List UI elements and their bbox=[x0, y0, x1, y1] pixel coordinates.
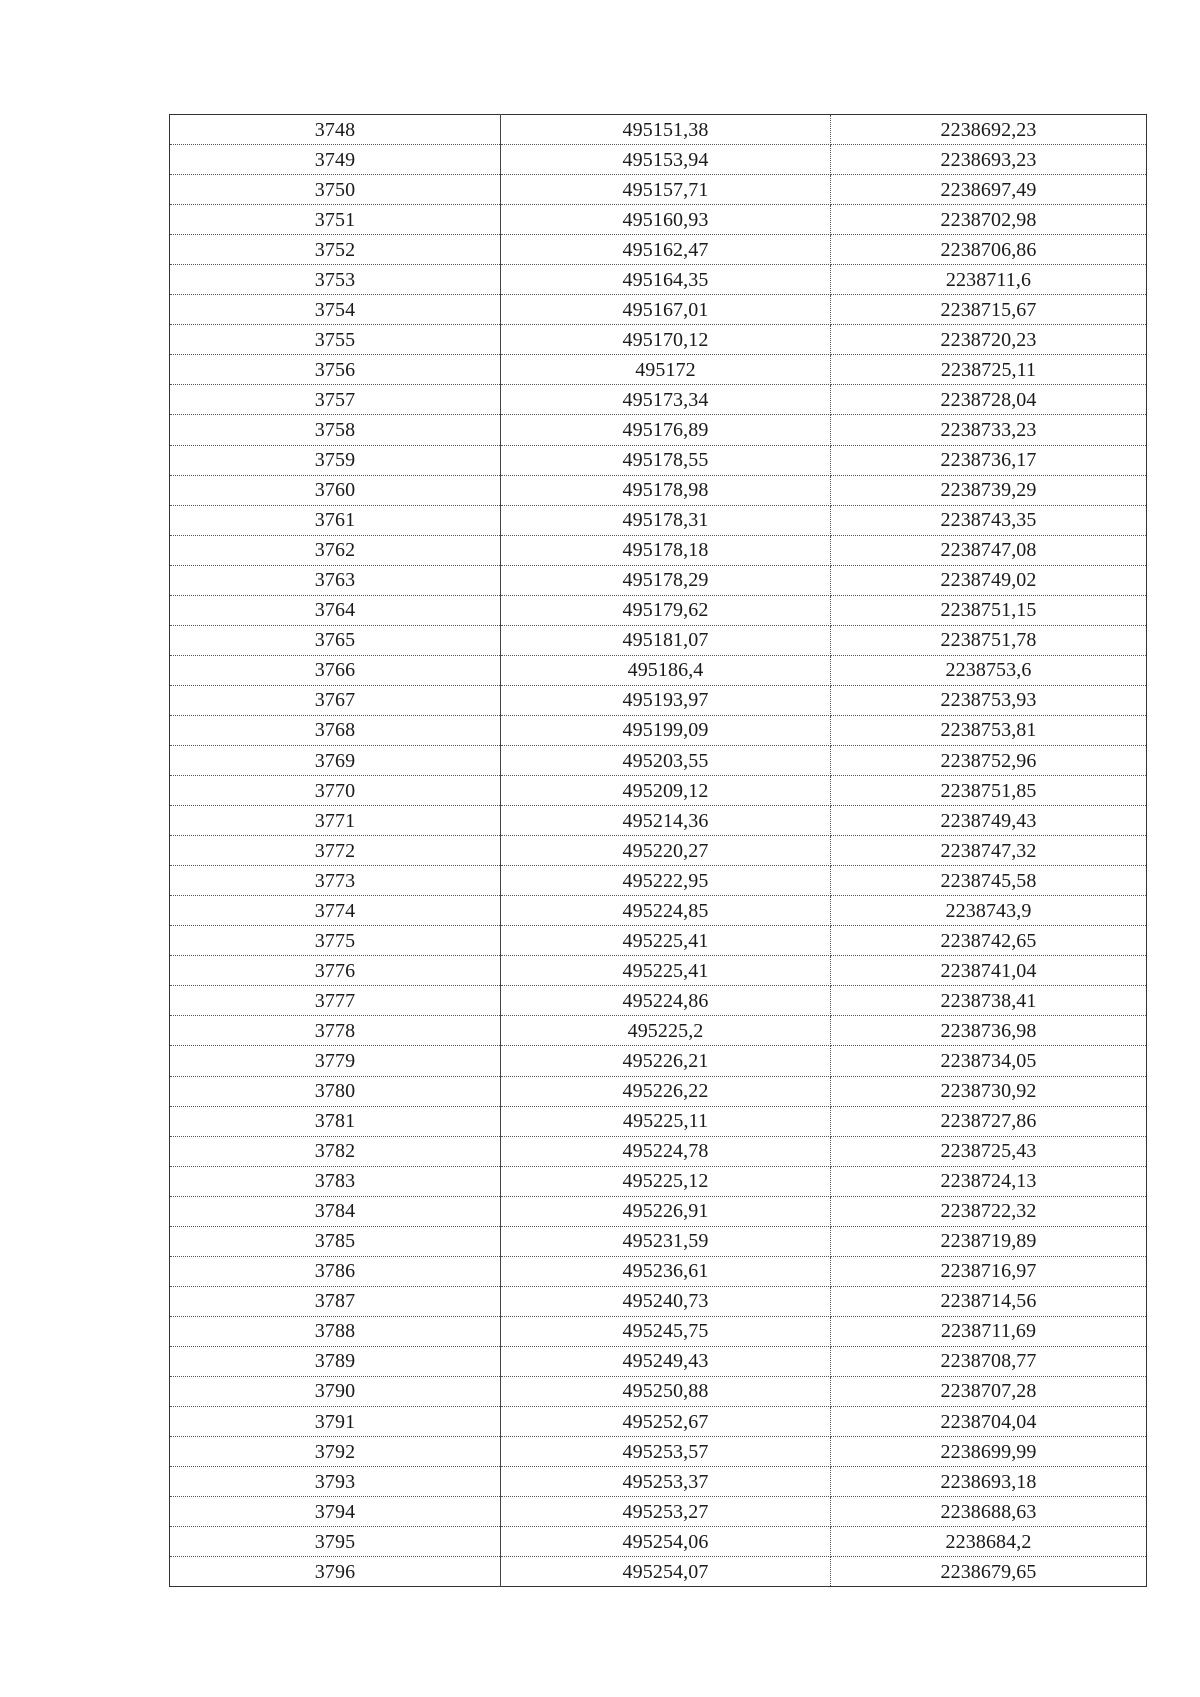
point-number-cell: 3796 bbox=[170, 1557, 501, 1587]
table-row bbox=[170, 1196, 1147, 1226]
x-coordinate-cell: 495253,57 bbox=[501, 1437, 831, 1467]
y-coordinate-cell: 2238738,41 bbox=[831, 986, 1147, 1016]
x-coordinate-cell: 495203,55 bbox=[501, 745, 831, 775]
table-row bbox=[170, 1046, 1147, 1076]
x-coordinate-cell: 495254,07 bbox=[501, 1557, 831, 1587]
x-coordinate-cell: 495250,88 bbox=[501, 1376, 831, 1406]
table-row bbox=[170, 685, 1147, 715]
x-coordinate-cell: 495249,43 bbox=[501, 1346, 831, 1376]
y-coordinate-cell: 2238745,58 bbox=[831, 866, 1147, 896]
y-coordinate-cell: 2238749,02 bbox=[831, 565, 1147, 595]
table-row bbox=[170, 445, 1147, 475]
y-coordinate-cell: 2238747,32 bbox=[831, 836, 1147, 866]
table-row bbox=[170, 1376, 1147, 1406]
point-number-cell: 3756 bbox=[170, 355, 501, 385]
x-coordinate-cell: 495254,06 bbox=[501, 1527, 831, 1557]
point-number-cell: 3784 bbox=[170, 1196, 501, 1226]
y-coordinate-cell: 2238751,78 bbox=[831, 625, 1147, 655]
x-coordinate-cell: 495178,31 bbox=[501, 505, 831, 535]
point-number-cell: 3789 bbox=[170, 1346, 501, 1376]
y-coordinate-cell: 2238743,9 bbox=[831, 896, 1147, 926]
x-coordinate-cell: 495224,78 bbox=[501, 1136, 831, 1166]
y-coordinate-cell: 2238697,49 bbox=[831, 175, 1147, 205]
point-number-cell: 3783 bbox=[170, 1166, 501, 1196]
point-number-cell: 3770 bbox=[170, 776, 501, 806]
point-number-cell: 3782 bbox=[170, 1136, 501, 1166]
point-number-cell: 3754 bbox=[170, 295, 501, 325]
x-coordinate-cell: 495220,27 bbox=[501, 836, 831, 866]
y-coordinate-cell: 2238736,17 bbox=[831, 445, 1147, 475]
point-number-cell: 3785 bbox=[170, 1226, 501, 1256]
y-coordinate-cell: 2238699,99 bbox=[831, 1437, 1147, 1467]
y-coordinate-cell: 2238751,15 bbox=[831, 595, 1147, 625]
x-coordinate-cell: 495153,94 bbox=[501, 145, 831, 175]
x-coordinate-cell: 495151,38 bbox=[501, 115, 831, 145]
x-coordinate-cell: 495236,61 bbox=[501, 1256, 831, 1286]
x-coordinate-cell: 495167,01 bbox=[501, 295, 831, 325]
y-coordinate-cell: 2238719,89 bbox=[831, 1226, 1147, 1256]
x-coordinate-cell: 495224,85 bbox=[501, 896, 831, 926]
point-number-cell: 3778 bbox=[170, 1016, 501, 1046]
point-number-cell: 3761 bbox=[170, 505, 501, 535]
x-coordinate-cell: 495157,71 bbox=[501, 175, 831, 205]
y-coordinate-cell: 2238716,97 bbox=[831, 1256, 1147, 1286]
table-row bbox=[170, 505, 1147, 535]
point-number-cell: 3774 bbox=[170, 896, 501, 926]
table-row bbox=[170, 1407, 1147, 1437]
y-coordinate-cell: 2238720,23 bbox=[831, 325, 1147, 355]
coordinates-table-body bbox=[170, 115, 1147, 1587]
y-coordinate-cell: 2238708,77 bbox=[831, 1346, 1147, 1376]
point-number-cell: 3790 bbox=[170, 1376, 501, 1406]
y-coordinate-cell: 2238753,93 bbox=[831, 685, 1147, 715]
x-coordinate-cell: 495245,75 bbox=[501, 1316, 831, 1346]
table-row bbox=[170, 355, 1147, 385]
point-number-cell: 3775 bbox=[170, 926, 501, 956]
table-row bbox=[170, 325, 1147, 355]
point-number-cell: 3780 bbox=[170, 1076, 501, 1106]
table-row bbox=[170, 265, 1147, 295]
table-row bbox=[170, 956, 1147, 986]
point-number-cell: 3752 bbox=[170, 235, 501, 265]
table-row bbox=[170, 1106, 1147, 1136]
point-number-cell: 3766 bbox=[170, 655, 501, 685]
table-row bbox=[170, 295, 1147, 325]
y-coordinate-cell: 2238736,98 bbox=[831, 1016, 1147, 1046]
table-row bbox=[170, 745, 1147, 775]
x-coordinate-cell: 495162,47 bbox=[501, 235, 831, 265]
table-row bbox=[170, 205, 1147, 235]
table-row bbox=[170, 896, 1147, 926]
y-coordinate-cell: 2238753,6 bbox=[831, 655, 1147, 685]
x-coordinate-cell: 495193,97 bbox=[501, 685, 831, 715]
x-coordinate-cell: 495164,35 bbox=[501, 265, 831, 295]
point-number-cell: 3760 bbox=[170, 475, 501, 505]
table-row bbox=[170, 1016, 1147, 1046]
y-coordinate-cell: 2238711,69 bbox=[831, 1316, 1147, 1346]
y-coordinate-cell: 2238724,13 bbox=[831, 1166, 1147, 1196]
y-coordinate-cell: 2238752,96 bbox=[831, 745, 1147, 775]
point-number-cell: 3763 bbox=[170, 565, 501, 595]
y-coordinate-cell: 2238702,98 bbox=[831, 205, 1147, 235]
table-row bbox=[170, 655, 1147, 685]
point-number-cell: 3787 bbox=[170, 1286, 501, 1316]
table-row bbox=[170, 1256, 1147, 1286]
y-coordinate-cell: 2238747,08 bbox=[831, 535, 1147, 565]
x-coordinate-cell: 495186,4 bbox=[501, 655, 831, 685]
x-coordinate-cell: 495178,98 bbox=[501, 475, 831, 505]
point-number-cell: 3791 bbox=[170, 1407, 501, 1437]
y-coordinate-cell: 2238693,18 bbox=[831, 1467, 1147, 1497]
point-number-cell: 3772 bbox=[170, 836, 501, 866]
y-coordinate-cell: 2238679,65 bbox=[940, 1560, 1037, 1583]
x-coordinate-cell: 495231,59 bbox=[501, 1226, 831, 1256]
table-row bbox=[170, 1286, 1147, 1316]
table-row bbox=[170, 806, 1147, 836]
table-row bbox=[170, 926, 1147, 956]
y-coordinate-cell: 2238714,56 bbox=[831, 1286, 1147, 1316]
y-coordinate-cell: 2238734,05 bbox=[831, 1046, 1147, 1076]
point-number-cell: 3753 bbox=[170, 265, 501, 295]
y-coordinate-cell: 2238741,04 bbox=[831, 956, 1147, 986]
table-row bbox=[170, 565, 1147, 595]
x-coordinate-cell: 495178,18 bbox=[501, 535, 831, 565]
point-number-cell: 3773 bbox=[170, 866, 501, 896]
x-coordinate-cell: 495252,67 bbox=[501, 1407, 831, 1437]
x-coordinate-cell: 495172 bbox=[501, 355, 831, 385]
table-row bbox=[170, 1437, 1147, 1467]
table-row bbox=[170, 1346, 1147, 1376]
x-coordinate-cell: 495225,41 bbox=[501, 926, 831, 956]
x-coordinate-cell: 495209,12 bbox=[501, 776, 831, 806]
x-coordinate-cell: 495181,07 bbox=[501, 625, 831, 655]
point-number-cell: 3771 bbox=[170, 806, 501, 836]
table-row bbox=[170, 1557, 1147, 1587]
table-row bbox=[170, 595, 1147, 625]
point-number-cell: 3792 bbox=[170, 1437, 501, 1467]
point-number-cell: 3776 bbox=[170, 956, 501, 986]
x-coordinate-cell: 495225,41 bbox=[501, 956, 831, 986]
table-row bbox=[170, 535, 1147, 565]
table-row bbox=[170, 715, 1147, 745]
table-row bbox=[170, 1497, 1147, 1527]
table-row bbox=[170, 235, 1147, 265]
y-coordinate-cell: 2238743,35 bbox=[831, 505, 1147, 535]
point-number-cell: 3762 bbox=[170, 535, 501, 565]
table-row bbox=[170, 475, 1147, 505]
x-coordinate-cell: 495222,95 bbox=[501, 866, 831, 896]
point-number-cell: 3764 bbox=[170, 595, 501, 625]
table-row bbox=[170, 866, 1147, 896]
table-row bbox=[170, 1316, 1147, 1346]
table-row bbox=[170, 1166, 1147, 1196]
point-number-cell: 3781 bbox=[170, 1106, 501, 1136]
x-coordinate-cell: 495179,62 bbox=[501, 595, 831, 625]
x-coordinate-cell: 495214,36 bbox=[501, 806, 831, 836]
y-coordinate-cell: 2238725,43 bbox=[831, 1136, 1147, 1166]
point-number-cell: 3767 bbox=[170, 685, 501, 715]
x-coordinate-cell: 495240,73 bbox=[501, 1286, 831, 1316]
x-coordinate-cell: 495226,91 bbox=[501, 1196, 831, 1226]
y-coordinate-cell: 2238727,86 bbox=[831, 1106, 1147, 1136]
y-coordinate-cell: 2238739,29 bbox=[831, 475, 1147, 505]
y-coordinate-cell: 2238704,04 bbox=[831, 1407, 1147, 1437]
x-coordinate-cell: 495225,11 bbox=[501, 1106, 831, 1136]
y-coordinate-cell: 2238733,23 bbox=[831, 415, 1147, 445]
y-coordinate-cell: 2238742,65 bbox=[831, 926, 1147, 956]
point-number-cell: 3759 bbox=[170, 445, 501, 475]
x-coordinate-cell: 495225,12 bbox=[501, 1166, 831, 1196]
y-coordinate-cell: 2238728,04 bbox=[831, 385, 1147, 415]
x-coordinate-cell: 495226,21 bbox=[501, 1046, 831, 1076]
y-coordinate-cell: 2238706,86 bbox=[831, 235, 1147, 265]
point-number-cell: 3777 bbox=[170, 986, 501, 1016]
point-number-cell: 3750 bbox=[170, 175, 501, 205]
point-number-cell: 3757 bbox=[170, 385, 501, 415]
table-row bbox=[170, 1467, 1147, 1497]
y-coordinate-cell: 2238749,43 bbox=[831, 806, 1147, 836]
table-row bbox=[170, 115, 1147, 145]
point-number-cell: 3769 bbox=[170, 745, 501, 775]
point-number-cell: 3779 bbox=[170, 1046, 501, 1076]
y-coordinate-cell: 2238707,28 bbox=[831, 1376, 1147, 1406]
y-coordinate-cell: 2238688,63 bbox=[831, 1497, 1147, 1527]
coordinates-table bbox=[169, 114, 1147, 1587]
table-row bbox=[170, 1527, 1147, 1557]
table-row bbox=[170, 1076, 1147, 1106]
x-coordinate-cell: 495224,86 bbox=[501, 986, 831, 1016]
table-row bbox=[170, 385, 1147, 415]
x-coordinate-cell: 495173,34 bbox=[501, 385, 831, 415]
x-coordinate-cell: 495178,55 bbox=[501, 445, 831, 475]
y-coordinate-cell: 2238725,11 bbox=[831, 355, 1147, 385]
x-coordinate-cell: 495253,27 bbox=[501, 1497, 831, 1527]
point-number-cell: 3768 bbox=[170, 715, 501, 745]
table-row bbox=[170, 175, 1147, 205]
table-row bbox=[170, 145, 1147, 175]
y-coordinate-cell: 2238715,67 bbox=[831, 295, 1147, 325]
y-coordinate-cell: 2238692,23 bbox=[831, 115, 1147, 145]
y-coordinate-cell: 2238730,92 bbox=[831, 1076, 1147, 1106]
y-coordinate-cell: 2238722,32 bbox=[831, 1196, 1147, 1226]
table-row bbox=[170, 1136, 1147, 1166]
point-number-cell: 3751 bbox=[170, 205, 501, 235]
y-coordinate-cell: 2238753,81 bbox=[831, 715, 1147, 745]
y-coordinate-cell: 2238684,2 bbox=[831, 1527, 1147, 1557]
point-number-cell: 3788 bbox=[170, 1316, 501, 1346]
x-coordinate-cell: 495170,12 bbox=[501, 325, 831, 355]
point-number-cell: 3786 bbox=[170, 1256, 501, 1286]
x-coordinate-cell: 495160,93 bbox=[501, 205, 831, 235]
table-row bbox=[170, 986, 1147, 1016]
x-coordinate-cell: 495199,09 bbox=[501, 715, 831, 745]
x-coordinate-cell: 495178,29 bbox=[501, 565, 831, 595]
point-number-cell: 3793 bbox=[170, 1467, 501, 1497]
point-number-cell: 3794 bbox=[170, 1497, 501, 1527]
x-coordinate-cell: 495226,22 bbox=[501, 1076, 831, 1106]
y-coordinate-cell: 2238693,23 bbox=[831, 145, 1147, 175]
point-number-cell: 3795 bbox=[170, 1527, 501, 1557]
x-coordinate-cell: 495225,2 bbox=[501, 1016, 831, 1046]
table-row bbox=[170, 776, 1147, 806]
point-number-cell: 3749 bbox=[170, 145, 501, 175]
point-number-cell: 3748 bbox=[170, 115, 501, 145]
table-row bbox=[170, 836, 1147, 866]
point-number-cell: 3755 bbox=[170, 325, 501, 355]
y-coordinate-cell: 2238711,6 bbox=[831, 265, 1147, 295]
y-coordinate-cell: 2238751,85 bbox=[831, 776, 1147, 806]
table-row bbox=[170, 1226, 1147, 1256]
point-number-cell: 3765 bbox=[170, 625, 501, 655]
x-coordinate-cell: 495253,37 bbox=[501, 1467, 831, 1497]
point-number-cell: 3758 bbox=[170, 415, 501, 445]
x-coordinate-cell: 495176,89 bbox=[501, 415, 831, 445]
table-row bbox=[170, 415, 1147, 445]
table-row bbox=[170, 625, 1147, 655]
